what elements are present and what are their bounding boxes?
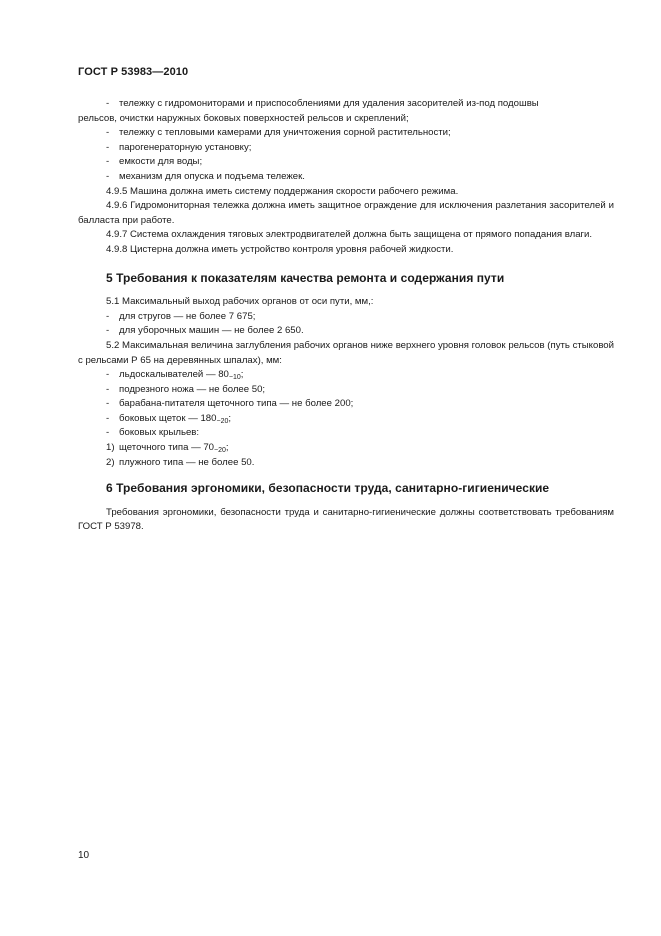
list-item-text: щеточного типа — 70 bbox=[119, 442, 215, 454]
list-marker: - bbox=[106, 127, 110, 139]
list-item-text: тележку с гидромониторами и приспособлениями для удаления засорителей из-под подошвы bbox=[119, 98, 539, 109]
clause-4-9-6: 4.9.6 Гидромониторная тележка должна иметь защитное ограждение для исключения разлетания засорителей и балласта при работе. bbox=[78, 200, 614, 226]
list-marker: - bbox=[106, 310, 110, 322]
list-item bbox=[78, 97, 614, 112]
list-marker: - bbox=[106, 156, 110, 168]
list-item-text: боковых крыльев: bbox=[119, 427, 200, 439]
list-marker: 2) bbox=[106, 456, 115, 468]
list-item-text: подрезного ножа — не более 50; bbox=[119, 383, 266, 395]
clause-4-9-5: 4.9.5 Машина должна иметь систему поддержания скорости рабочего режима. bbox=[106, 185, 459, 197]
list-marker: - bbox=[106, 325, 110, 337]
list-item-tail: ; bbox=[225, 442, 229, 454]
section-5-heading: 5 Требования к показателям качества ремонта и содержания пути bbox=[106, 270, 505, 285]
tolerance-subscript: −20 bbox=[214, 447, 226, 455]
list-item-text: тележку с тепловыми камерами для уничтожения сорной растительности; bbox=[119, 127, 451, 139]
list-item bbox=[78, 126, 614, 141]
list-item bbox=[78, 456, 614, 471]
document-header: ГОСТ Р 53983—2010 bbox=[78, 66, 189, 78]
list-item-text: плужного типа — не более 50. bbox=[119, 456, 255, 468]
list-item-text: емкости для воды; bbox=[119, 156, 203, 168]
list-item-text: парогенераторную установку; bbox=[119, 141, 252, 153]
list-item-text: механизм для опуска и подъема тележек. bbox=[119, 170, 305, 182]
list-item-text: для уборочных машин — не более 2 650. bbox=[119, 325, 304, 337]
list-item-text: боковых щеток — 180 bbox=[119, 412, 217, 424]
list-marker: - bbox=[106, 427, 110, 439]
list-item bbox=[78, 170, 614, 185]
clause-5-1: 5.1 Максимальный выход рабочих органов от оси пути, мм,: bbox=[106, 296, 374, 308]
list-item bbox=[78, 155, 614, 170]
list-item bbox=[78, 383, 614, 398]
list-item-tail: ; bbox=[228, 412, 232, 424]
list-marker: - bbox=[106, 412, 110, 424]
list-item bbox=[78, 412, 614, 427]
document-body bbox=[78, 97, 614, 535]
list-item-text: для стругов — не более 7 675; bbox=[119, 310, 256, 322]
list-item bbox=[78, 441, 614, 456]
section-6-heading: 6 Требования эргономики, безопасности труда, санитарно-гигиенические bbox=[106, 481, 550, 496]
clause-4-9-8: 4.9.8 Цистерна должна иметь устройство контроля уровня рабочей жидкости. bbox=[106, 243, 454, 255]
list-marker: - bbox=[106, 141, 110, 153]
list-item bbox=[78, 368, 614, 383]
list-item bbox=[78, 141, 614, 156]
tolerance-subscript: −20 bbox=[216, 417, 229, 425]
list-marker: 1) bbox=[106, 442, 115, 454]
tolerance-subscript: −10 bbox=[228, 374, 241, 382]
clause-5-2: 5.2 Максимальная величина заглубления рабочих органов ниже верхнего уровня головок рельсов (путь стыковой с рельсами Р 65 на деревянных шпалах), мм: bbox=[78, 339, 614, 366]
list-item bbox=[78, 397, 614, 412]
list-marker: - bbox=[106, 369, 110, 381]
list-item-text: барабана-питателя щеточного типа — не более 200; bbox=[119, 398, 354, 410]
list-marker: - bbox=[106, 383, 110, 395]
list-marker: - bbox=[106, 398, 110, 410]
list-item bbox=[78, 426, 614, 441]
list-item-continuation: рельсов, очистки наружных боковых поверхностей рельсов и скреплений; bbox=[78, 112, 409, 124]
list-marker: - bbox=[106, 170, 110, 182]
page-number: 10 bbox=[78, 850, 90, 861]
list-item bbox=[78, 310, 614, 325]
list-item-text: льдоскалывателей — 80 bbox=[119, 369, 229, 381]
clause-4-9-7: 4.9.7 Система охлаждения тяговых электродвигателей должна быть защищена от прямого попадания влаги. bbox=[106, 229, 593, 241]
section-6-body: Требования эргономики, безопасности труда и санитарно-гигиенические должны соответствовать требованиям ГОСТ Р 53978. bbox=[78, 506, 614, 533]
list-marker: - bbox=[106, 98, 110, 109]
list-item bbox=[78, 324, 614, 339]
list-item-tail: ; bbox=[240, 369, 244, 381]
